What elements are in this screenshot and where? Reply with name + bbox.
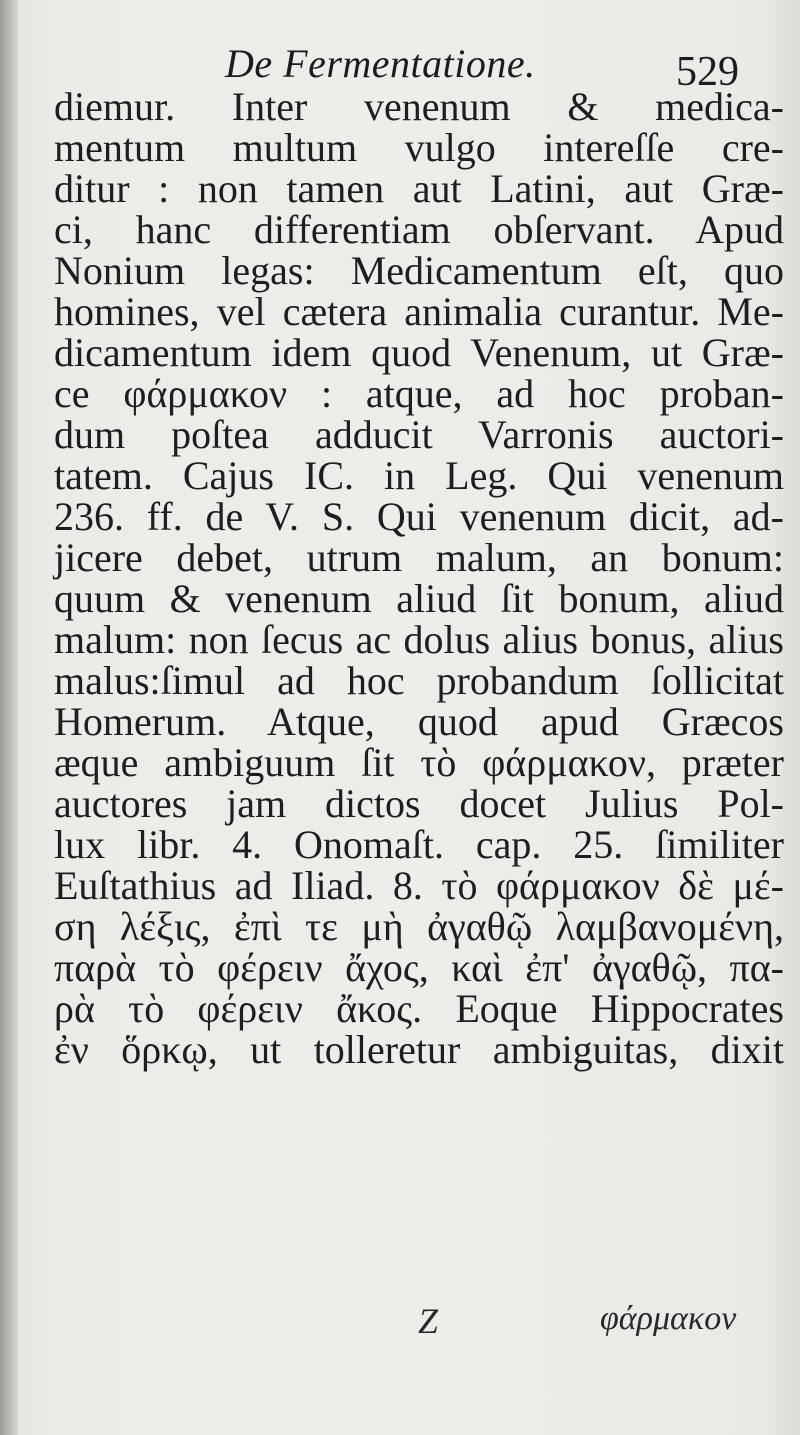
- text-line: Homerum. Atque, quod apud Græcos: [54, 699, 784, 744]
- text-line: mentum multum vulgo intereſſe cre-: [54, 125, 784, 170]
- text-line: æque ambiguum ſit τὸ φάρμακον, præter: [54, 740, 784, 785]
- text-line: diemur. Inter venenum & medica-: [54, 84, 784, 129]
- binding-gutter: [0, 0, 18, 1435]
- page-footer: [0, 1300, 800, 1350]
- running-title: De Fermentatione.: [225, 41, 536, 86]
- text-line: lux libr. 4. Onomaſt. cap. 25. ſimiliter: [54, 822, 784, 867]
- text-line: quum & venenum aliud ſit bonum, aliud: [54, 576, 784, 621]
- text-line: ditur : non tamen aut Latini, aut Græ-: [54, 166, 784, 211]
- text-line: dicamentum idem quod Venenum, ut Græ-: [54, 330, 784, 375]
- catchword: φάρμακον: [600, 1300, 737, 1337]
- text-line: 236. ff. de V. S. Qui venenum dicit, ad-: [54, 494, 784, 539]
- text-line: auctores jam dictos docet Julius Pol-: [54, 781, 784, 826]
- page-number: 529: [676, 49, 739, 95]
- text-line: ce φάρμακον : atque, ad hoc proban-: [54, 371, 784, 416]
- text-line: ἐν ὅρκῳ, ut tolleretur ambiguitas, dixit: [54, 1027, 784, 1072]
- text-line: tatem. Cajus IC. in Leg. Qui venenum: [54, 453, 784, 498]
- text-line: Euſtathius ad Iliad. 8. τὸ φάρμακον δὲ μέ-: [54, 863, 784, 908]
- text-line: jicere debet, utrum malum, an bonum:: [54, 535, 784, 580]
- text-line: malus:ſimul ad hoc probandum ſollicitat: [54, 658, 784, 703]
- text-line: ρὰ τὸ φέρειν ἄκος. Eoque Hippocrates: [54, 986, 784, 1031]
- text-line: Nonium legas: Medicamentum eſt, quo: [54, 248, 784, 293]
- text-line: παρὰ τὸ φέρειν ἄχος, καὶ ἐπ' ἀγαθῷ, πα-: [54, 945, 784, 990]
- text-line: dum poſtea adducit Varronis auctori-: [54, 412, 784, 457]
- signature-mark: Z: [418, 1301, 439, 1341]
- text-line: ci, hanc differentiam obſervant. Apud: [54, 207, 784, 252]
- text-line: malum: non ſecus ac dolus alius bonus, alius: [54, 617, 784, 662]
- text-line: homines, vel cætera animalia curantur. Me-: [54, 289, 784, 334]
- text-line: ση λέξις, ἐπὶ τε μὴ ἀγαθῷ λαμβανομένη,: [54, 904, 784, 949]
- body-text: [54, 86, 784, 1070]
